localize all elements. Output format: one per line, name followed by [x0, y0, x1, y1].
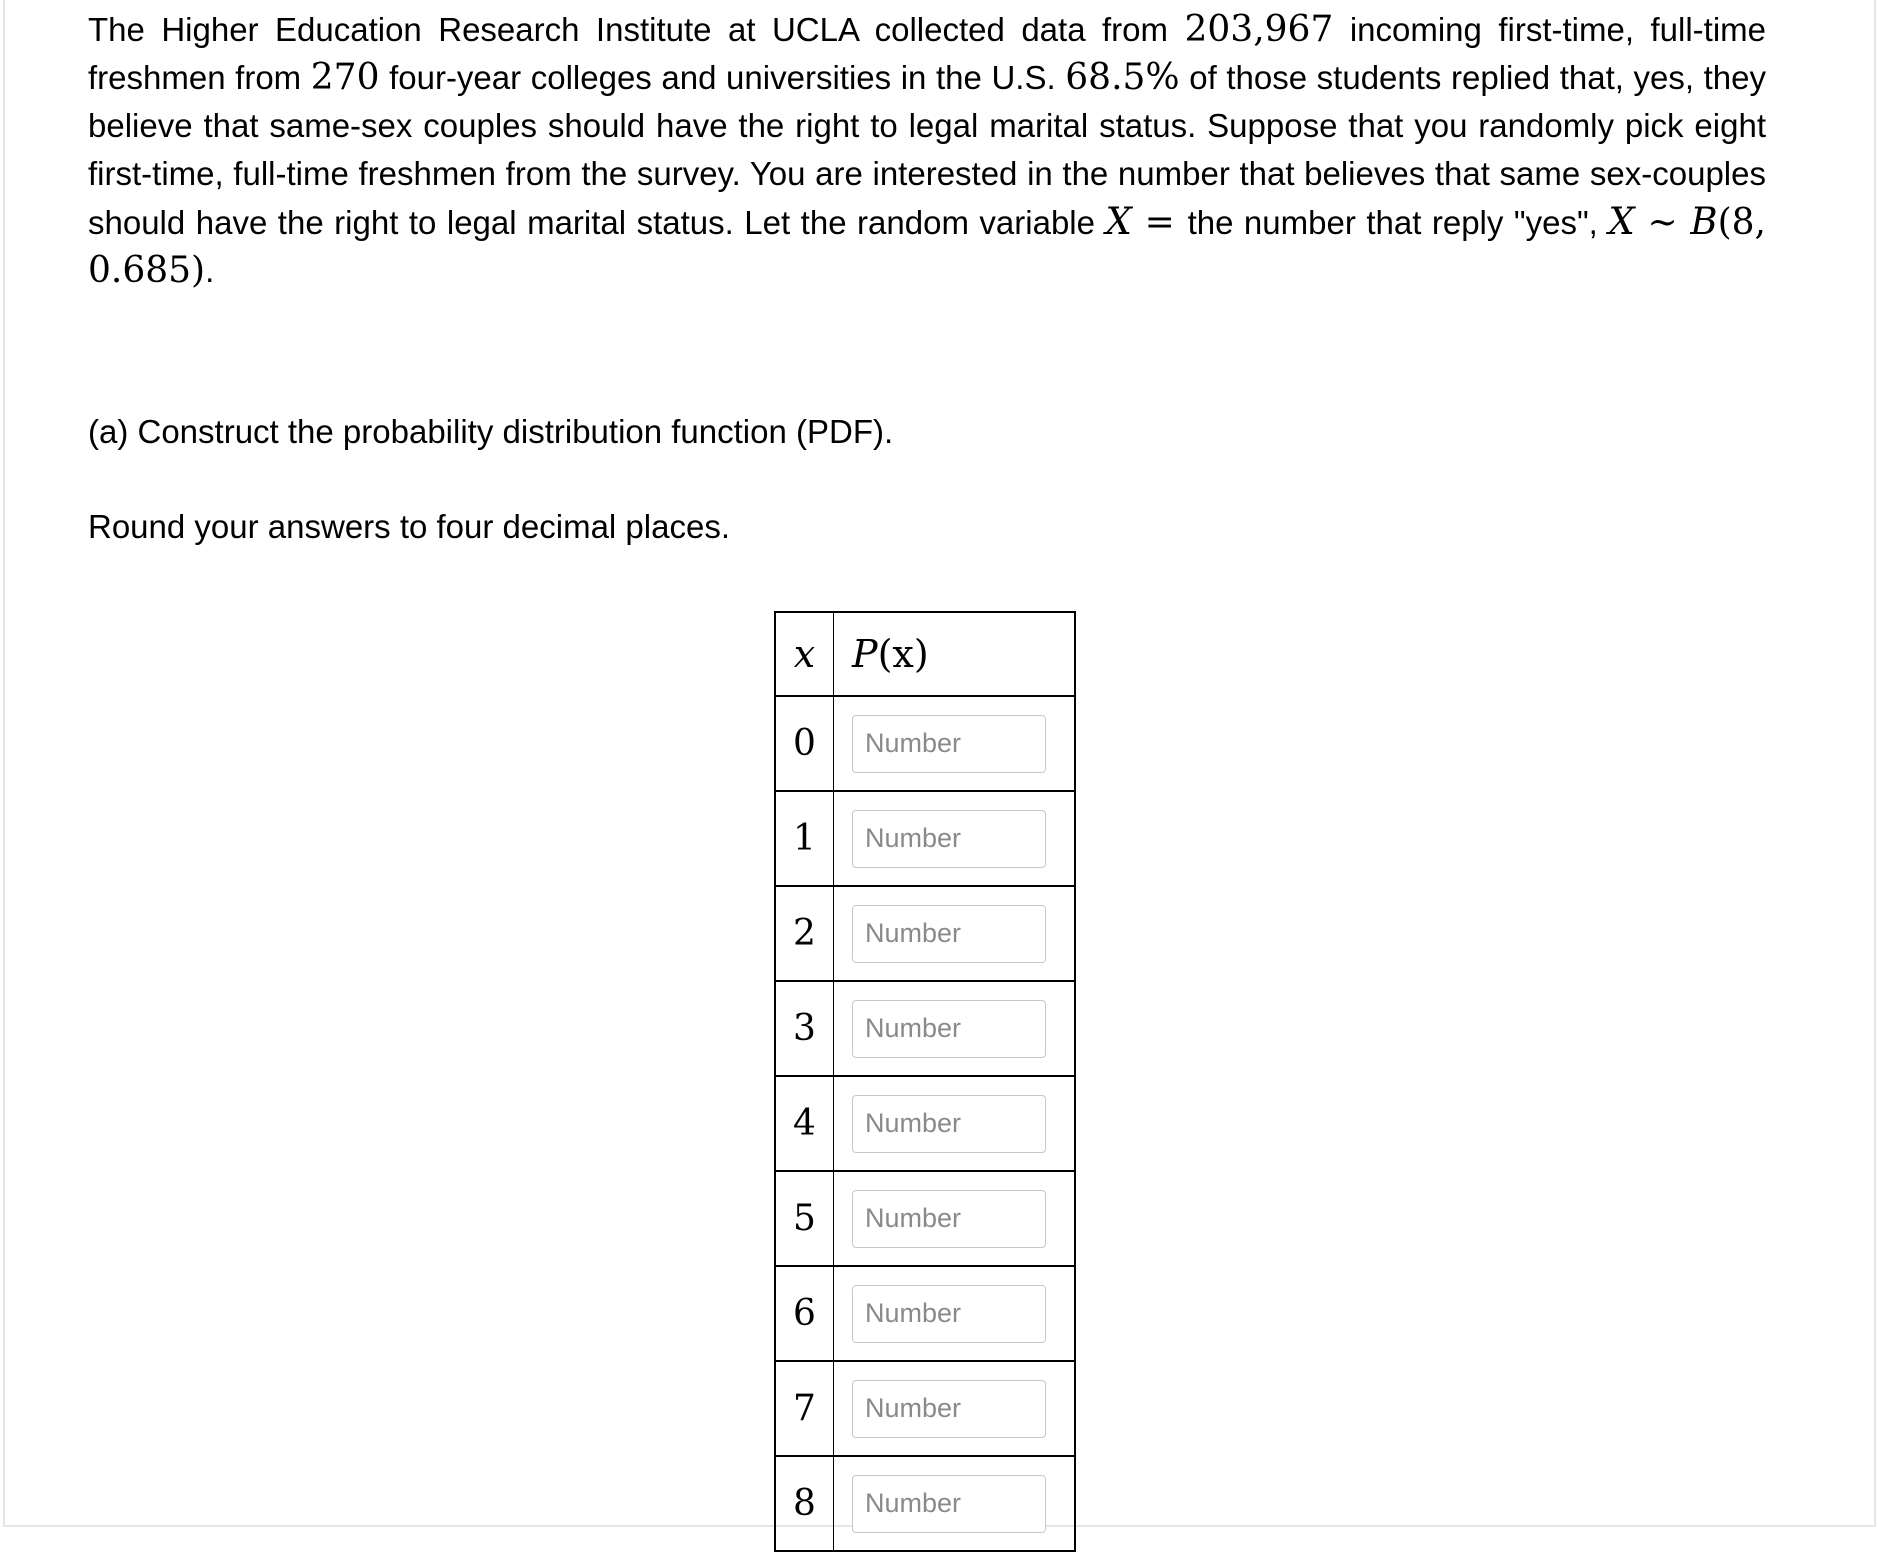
x-value: 3 [775, 981, 834, 1076]
table-row [775, 1076, 1075, 1171]
table-row [775, 886, 1075, 981]
x-value: 2 [775, 886, 834, 981]
px-input-4[interactable] [852, 1095, 1046, 1153]
problem-statement [88, 6, 1766, 295]
x-value: 6 [775, 1266, 834, 1361]
px-input-7[interactable] [852, 1380, 1046, 1438]
px-cell [834, 886, 1075, 981]
px-cell [834, 981, 1075, 1076]
math-binomial-b: B [1690, 200, 1718, 243]
px-cell [834, 1076, 1075, 1171]
px-cell [834, 1266, 1075, 1361]
question-panel [3, 0, 1876, 1527]
px-input-2[interactable] [852, 905, 1046, 963]
pdf-table-header [775, 612, 1075, 696]
px-cell [834, 1456, 1075, 1551]
rounding-instruction: Round your answers to four decimal places. [88, 508, 730, 545]
problem-text-5: the number that reply "yes", [1187, 204, 1609, 241]
px-input-1[interactable] [852, 810, 1046, 868]
math-equals: = [1131, 202, 1188, 243]
table-row [775, 981, 1075, 1076]
math-respondent-count: 203,967 [1184, 9, 1334, 50]
math-college-count: 270 [310, 57, 380, 98]
part-a-heading: (a) Construct the probability distribution function (PDF). [88, 413, 894, 450]
problem-text-2: incoming first-time, full-time freshmen from [88, 11, 1766, 96]
problem-text-1: The Higher Education Research Institute at UCLA collected data from [88, 11, 1185, 48]
x-value: 7 [775, 1361, 834, 1456]
table-row [775, 1361, 1075, 1456]
px-cell [834, 1171, 1075, 1266]
px-cell [834, 1361, 1075, 1456]
math-variable-x-2: X [1608, 200, 1635, 243]
x-value: 5 [775, 1171, 834, 1266]
header-px [834, 612, 1075, 696]
problem-text-6: . [205, 252, 215, 289]
table-row [775, 1266, 1075, 1361]
px-input-6[interactable] [852, 1285, 1046, 1343]
px-cell [834, 696, 1075, 791]
x-value: 1 [775, 791, 834, 886]
pdf-table [774, 611, 1076, 1552]
math-percentage: 68.5% [1065, 57, 1180, 98]
px-input-8[interactable] [852, 1475, 1046, 1533]
x-value: 4 [775, 1076, 834, 1171]
header-p-fn: P [852, 632, 878, 676]
header-p-arg: (x) [877, 632, 929, 676]
math-variable-x: X [1105, 200, 1132, 243]
px-input-5[interactable] [852, 1190, 1046, 1248]
header-x: x [775, 612, 834, 696]
px-input-0[interactable] [852, 715, 1046, 773]
table-row [775, 696, 1075, 791]
math-binomial-params: (8, 0.685) [88, 202, 1766, 291]
table-row [775, 1171, 1075, 1266]
px-input-3[interactable] [852, 1000, 1046, 1058]
px-cell [834, 791, 1075, 886]
x-value: 8 [775, 1456, 834, 1551]
math-tilde: ~ [1634, 202, 1691, 243]
table-row [775, 791, 1075, 886]
problem-text-4: of those students replied that, yes, they believe that same-sex couples should have the right to legal marital status. Suppose that you randomly pick eight first-time, full-time freshmen from the survey. You are interested in the number that believes that same sex-couples should have the right to legal marital status. Let the random variable [88, 59, 1766, 241]
x-value: 0 [775, 696, 834, 791]
problem-text-3: four-year colleges and universities in the U.S. [379, 59, 1066, 96]
problem-statement-container [88, 6, 1766, 295]
table-row [775, 1456, 1075, 1551]
